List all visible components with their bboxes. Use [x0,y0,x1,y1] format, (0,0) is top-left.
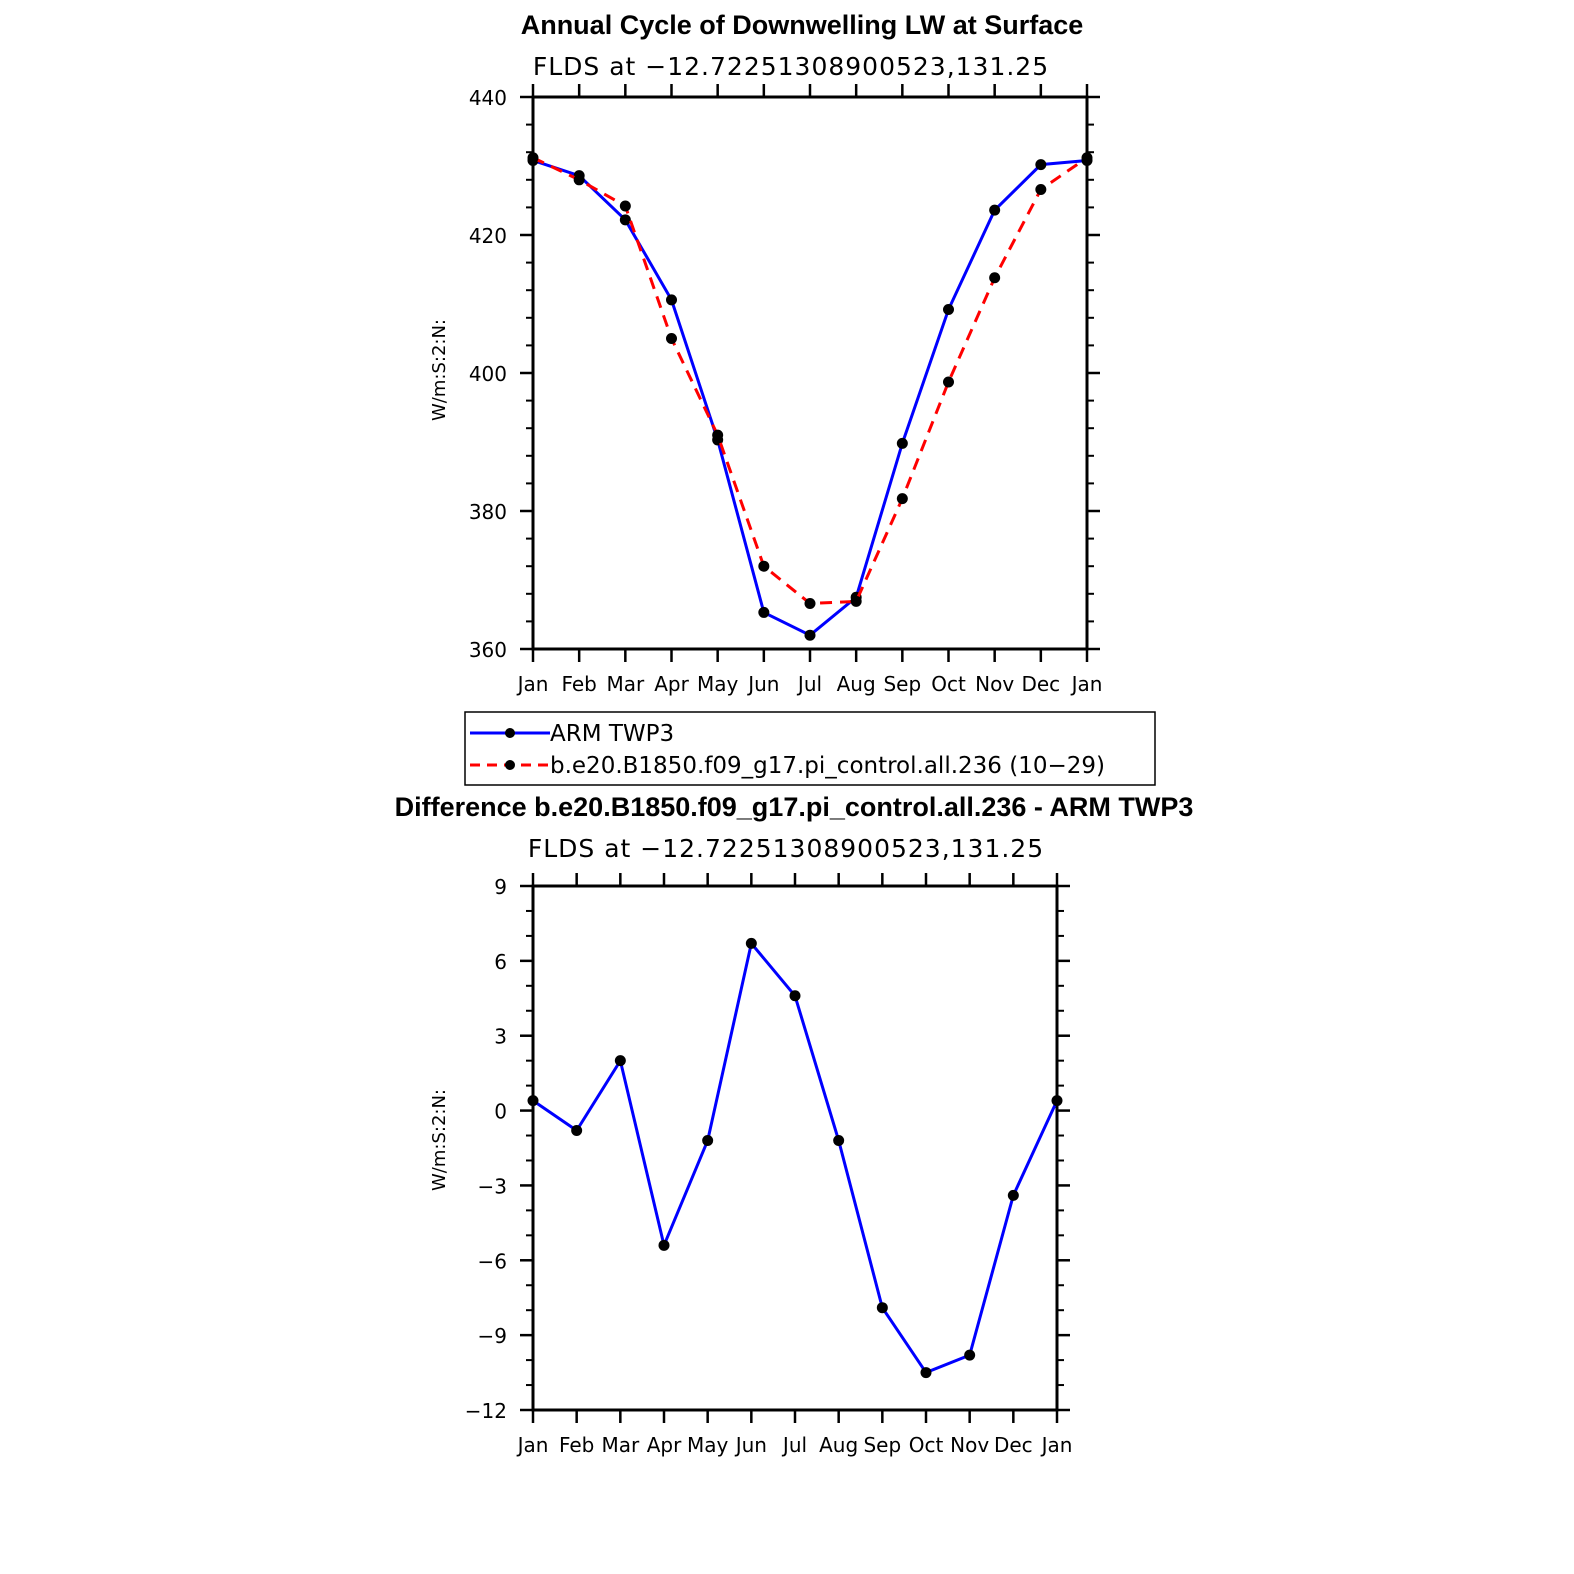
bottom-chart-subtitle: FLDS at −12.72251308900523,131.25 [527,834,1045,863]
series-0-point [571,1125,582,1136]
plot-frame [533,886,1057,1410]
series-0-point [877,1302,888,1313]
x-tick-label: Jan [1071,672,1103,696]
top-chart-title: Annual Cycle of Downwelling LW at Surface [520,10,1084,40]
x-tick-label: Apr [654,672,689,696]
top-plot-area [469,84,1103,696]
x-tick-label: Dec [1021,672,1061,696]
series-0-point [746,938,757,949]
series-1-point [712,430,723,441]
x-tick-label: Mar [601,1433,640,1457]
y-tick-label: 0 [494,1099,507,1124]
series-1-point [805,598,816,609]
y-tick-label: 400 [468,362,507,386]
series-0-point [666,294,677,305]
series-1-point [851,596,862,607]
series-0-point [1035,159,1046,170]
x-tick-label: Oct [931,672,966,696]
series-0-point [1052,1095,1063,1106]
x-tick-label: Sep [883,672,922,696]
y-tick-label: 9 [494,875,507,899]
y-tick-label: 360 [468,638,507,662]
y-tick-label: 440 [468,86,507,110]
series-0-point [758,607,769,618]
annual-cycle-chart [429,10,1155,785]
x-tick-label: Jun [735,1433,767,1457]
series-1-point [1082,152,1093,163]
y-tick-label: −12 [464,1399,507,1423]
y-tick-label: 6 [494,949,507,974]
series-0-point [702,1135,713,1146]
x-tick-label: Jul [782,1433,808,1457]
series-line-1 [533,158,1087,604]
x-tick-label: Jun [748,672,780,696]
bottom-chart-title: Difference b.e20.B1850.f09_g17.pi_control.all.236 - ARM TWP3 [394,792,1194,822]
x-tick-label: Jul [797,672,823,696]
y-tick-label: −3 [477,1174,507,1199]
x-tick-label: Feb [561,672,597,696]
x-tick-label: May [686,1433,729,1457]
series-0-point [989,205,1000,216]
y-tick-label: −9 [477,1324,507,1349]
series-0-point [615,1055,626,1066]
x-tick-label: Jan [1041,1433,1073,1457]
series-1-point [989,272,1000,283]
series-0-point [833,1135,844,1146]
x-tick-label: Feb [558,1433,595,1457]
series-1-point [758,561,769,572]
series-line-0 [533,160,1087,635]
series-0-point [659,1240,670,1251]
series-0-point [1008,1190,1019,1201]
x-tick-label: Jan [517,672,549,696]
series-line-0 [533,943,1057,1372]
y-tick-label: −6 [477,1249,507,1274]
x-tick-label: Nov [975,672,1015,696]
x-tick-label: Oct [908,1433,944,1457]
series-1-point [574,174,585,185]
y-tick-label: 380 [468,500,507,524]
x-tick-label: Sep [863,1433,902,1457]
bottom-plot-area [465,873,1073,1457]
y-tick-label: 420 [468,224,507,248]
series-0-point [805,630,816,641]
series-0-point [943,304,954,315]
series-0-point [790,990,801,1001]
x-tick-label: Nov [950,1433,990,1457]
difference-chart [395,792,1194,1457]
series-0-point [921,1367,932,1378]
bottom-chart-y-axis-label: W/m:S:2:N: [429,1089,450,1191]
series-1-point [943,376,954,387]
x-tick-label: Dec [993,1433,1033,1457]
y-tick-label: 3 [494,1024,507,1049]
x-tick-label: Apr [646,1433,682,1457]
top-chart-y-axis-label: W/m:S:2:N: [429,319,450,421]
series-1-point [620,201,631,212]
series-0-point [964,1350,975,1361]
legend-label-arm: ARM TWP3 [550,721,675,747]
series-1-point [528,152,539,163]
x-tick-label: Aug [836,672,876,696]
series-0-point [897,438,908,449]
series-1-point [897,493,908,504]
series-1-point [1035,184,1046,195]
legend-label-model: b.e20.B1850.f09_g17.pi_control.all.236 (10−29) [550,753,1105,779]
series-1-point [666,333,677,344]
x-tick-label: May [696,672,739,696]
series-0-point [528,1095,539,1106]
plot-frame [533,97,1087,649]
x-tick-label: Jan [517,1433,549,1457]
top-chart-legend [465,712,1155,785]
x-tick-label: Aug [819,1433,859,1457]
x-tick-label: Mar [606,672,645,696]
legend-marker-model [505,760,515,770]
legend-marker-arm [505,728,515,738]
series-0-point [620,214,631,225]
top-chart-subtitle: FLDS at −12.72251308900523,131.25 [532,52,1050,81]
